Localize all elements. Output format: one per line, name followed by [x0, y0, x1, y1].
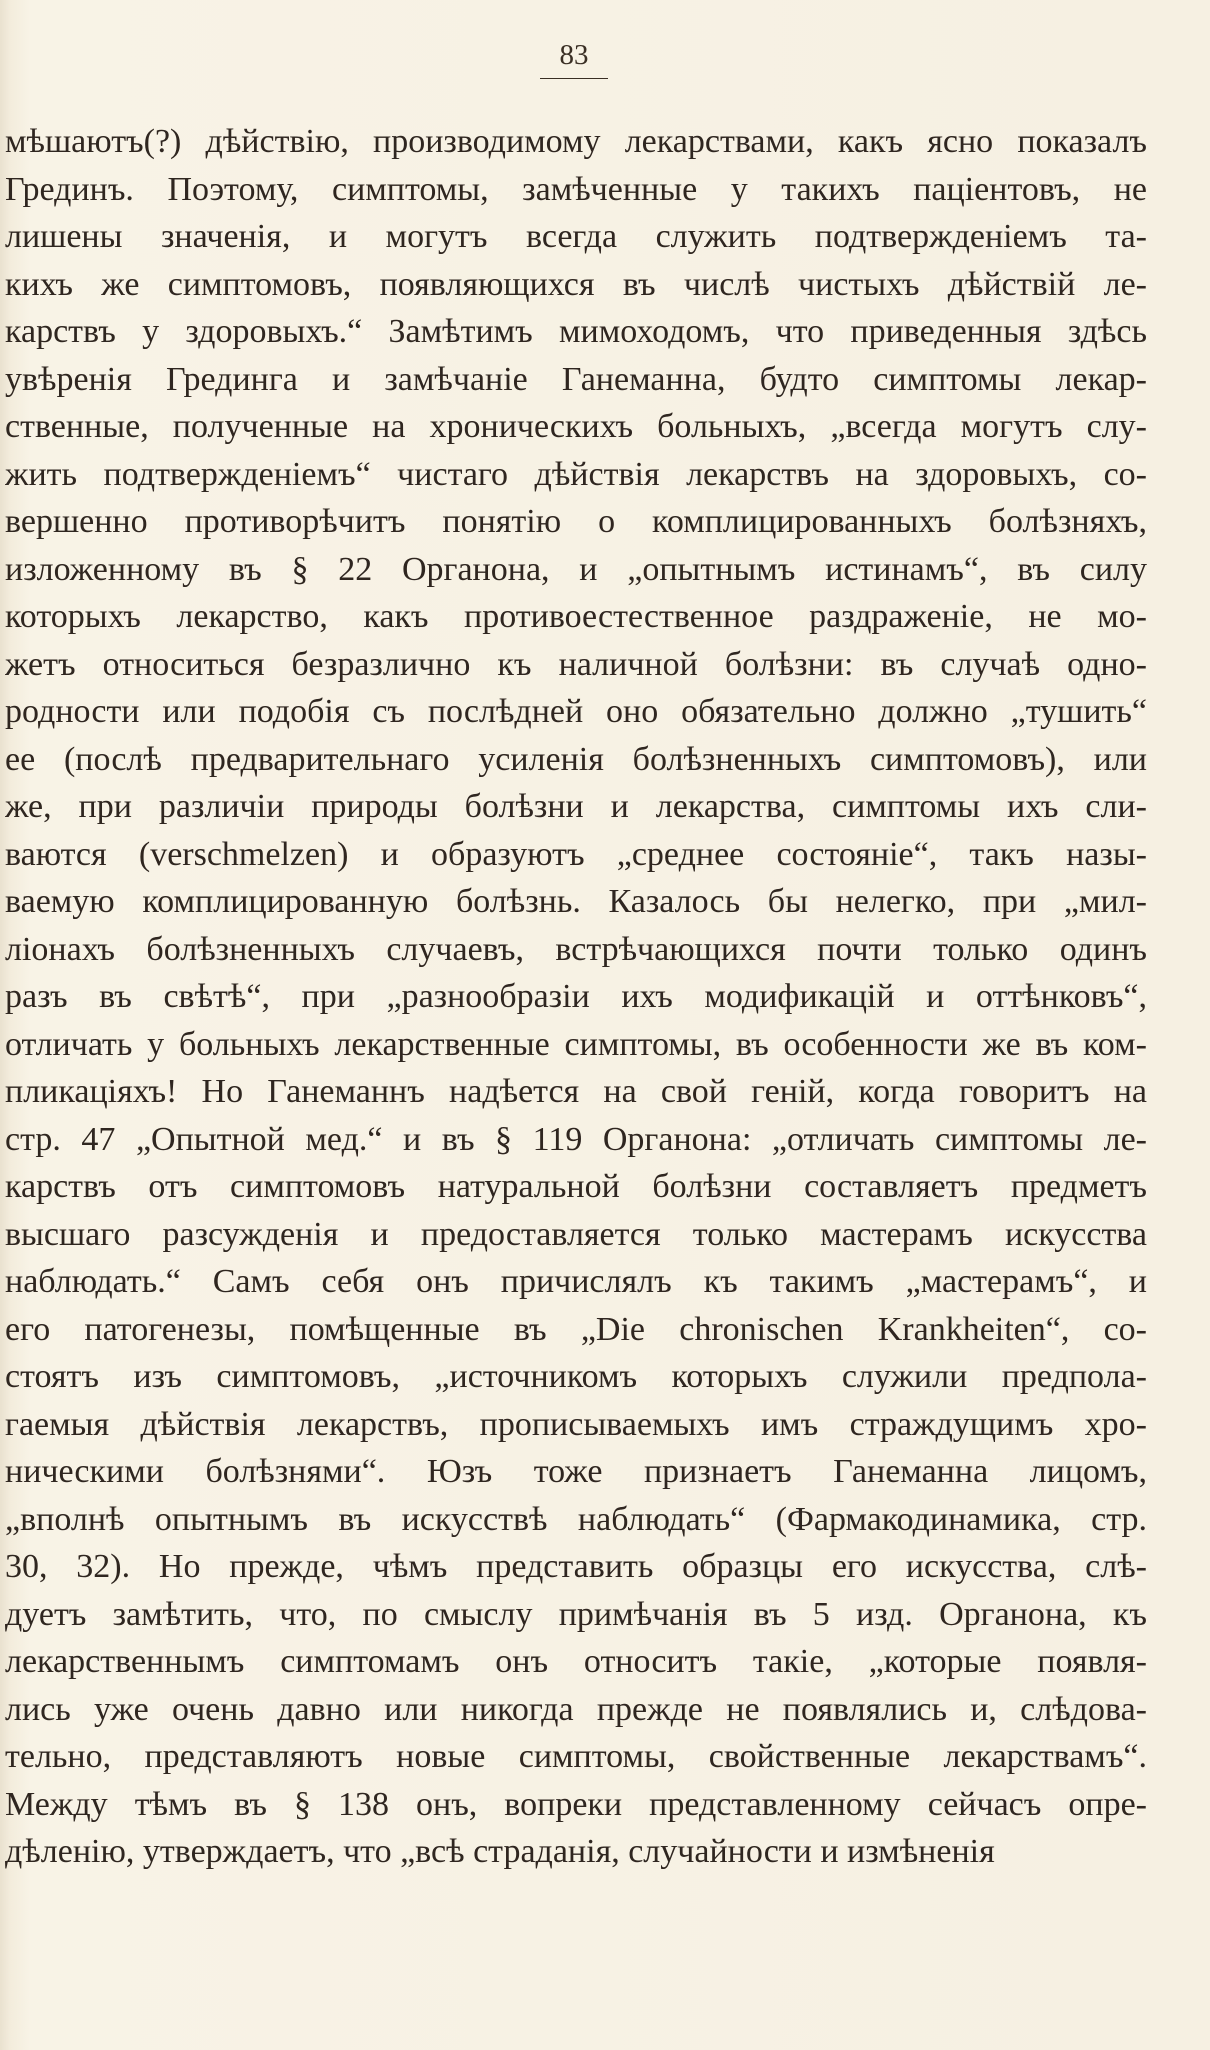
- text-line: ваемую комплицированную болѣзнь. Казалось бы нелегко, при „мил-: [5, 883, 1147, 920]
- text-line: разъ въ свѣтѣ“, при „разнообразіи ихъ модификацій и оттѣнковъ“,: [5, 978, 1147, 1015]
- text-line: родности или подобія съ послѣдней оно обязательно должно „тушить“: [5, 693, 1147, 730]
- text-line: кихъ же симптомовъ, появляющихся въ числѣ чистыхъ дѣйствій ле-: [5, 265, 1147, 303]
- text-line: карствъ у здоровыхъ.“ Замѣтимъ мимоходомъ, что приведенныя здѣсь: [5, 313, 1147, 350]
- text-line: вершенно противорѣчитъ понятію о комплицированныхъ болѣзняхъ,: [5, 503, 1147, 540]
- text-line: же, при различіи природы болѣзни и лекарства, симптомы ихъ сли-: [5, 788, 1147, 825]
- text-line: жетъ относиться безразлично къ наличной болѣзни: въ случаѣ одно-: [5, 645, 1147, 683]
- text-line: гаемыя дѣйствія лекарствъ, прописываемыхъ имъ страждущимъ хро-: [5, 1405, 1147, 1443]
- text-line: ліонахъ болѣзненныхъ случаевъ, встрѣчающихся почти только одинъ: [5, 930, 1147, 968]
- text-line: карствъ отъ симптомовъ натуральной болѣзни составляетъ предметъ: [5, 1168, 1147, 1205]
- text-line: стоятъ изъ симптомовъ, „источникомъ которыхъ служили предпола-: [5, 1358, 1147, 1395]
- text-line: изложенному въ § 22 Органона, и „опытнымъ истинамъ“, въ силу: [5, 550, 1147, 588]
- page-number: 83: [559, 39, 589, 71]
- text-line: ее (послѣ предварительнаго усиленія болѣзненныхъ симптомовъ), или: [5, 740, 1147, 778]
- text-line: пликаціяхъ! Но Ганеманнъ надѣется на свой геній, когда говоритъ на: [5, 1073, 1147, 1110]
- text-line: увѣренія Грединга и замѣчаніе Ганеманна, будто симптомы лекар-: [5, 360, 1147, 398]
- text-line: мѣшаютъ(?) дѣйствію, производимому лекарствами, какъ ясно показалъ: [5, 123, 1147, 160]
- text-line: наблюдать.“ Самъ себя онъ причислялъ къ такимъ „мастерамъ“, и: [5, 1263, 1147, 1300]
- text-line: „вполнѣ опытнымъ въ искусствѣ наблюдать“ (Фармакодинамика, стр.: [5, 1500, 1147, 1538]
- header-rule: [540, 78, 608, 79]
- text-line: высшаго разсужденія и предоставляется только мастерамъ искусства: [5, 1215, 1147, 1253]
- body-text: [5, 118, 1147, 1876]
- page-header: [540, 38, 608, 79]
- text-line: стр. 47 „Опытной мед.“ и въ § 119 Органона: „отличать симптомы ле-: [5, 1120, 1147, 1158]
- text-line: лишены значенія, и могутъ всегда служить подтвержденіемъ та-: [5, 218, 1147, 255]
- text-line: ническими болѣзнями“. Юзъ тоже признаетъ Ганеманна лицомъ,: [5, 1453, 1147, 1490]
- text-line: которыхъ лекарство, какъ противоестественное раздраженіе, не мо-: [5, 598, 1147, 635]
- text-line: лекарственнымъ симптомамъ онъ относитъ такіе, „которые появля-: [5, 1643, 1147, 1680]
- text-line: дуетъ замѣтить, что, по смыслу примѣчанія въ 5 изд. Органона, къ: [5, 1595, 1147, 1633]
- text-line: жить подтвержденіемъ“ чистаго дѣйствія лекарствъ на здоровыхъ, со-: [5, 455, 1147, 493]
- text-line: лись уже очень давно или никогда прежде не появлялись и, слѣдова-: [5, 1690, 1147, 1728]
- text-line: 30, 32). Но прежде, чѣмъ представить образцы его искусства, слѣ-: [5, 1548, 1147, 1585]
- text-line: отличать у больныхъ лекарственные симптомы, въ особенности же въ ком-: [5, 1025, 1147, 1063]
- text-line: ваются (verschmelzen) и образуютъ „среднее состояніе“, такъ назы-: [5, 835, 1147, 873]
- text-line: тельно, представляютъ новые симптомы, свойственные лекарствамъ“.: [5, 1738, 1147, 1775]
- text-line: Грединъ. Поэтому, симптомы, замѣченные у такихъ паціентовъ, не: [5, 170, 1147, 208]
- text-line: дѣленію, утверждаетъ, что „всѣ страданія, случайности и измѣненія: [5, 1833, 995, 1870]
- text-line: его патогенезы, помѣщенные въ „Die chronischen Krankheiten“, со-: [5, 1310, 1147, 1348]
- text-line: Между тѣмъ въ § 138 онъ, вопреки представленному сейчасъ опре-: [5, 1785, 1147, 1823]
- text-line: ственные, полученные на хроническихъ больныхъ, „всегда могутъ слу-: [5, 408, 1147, 445]
